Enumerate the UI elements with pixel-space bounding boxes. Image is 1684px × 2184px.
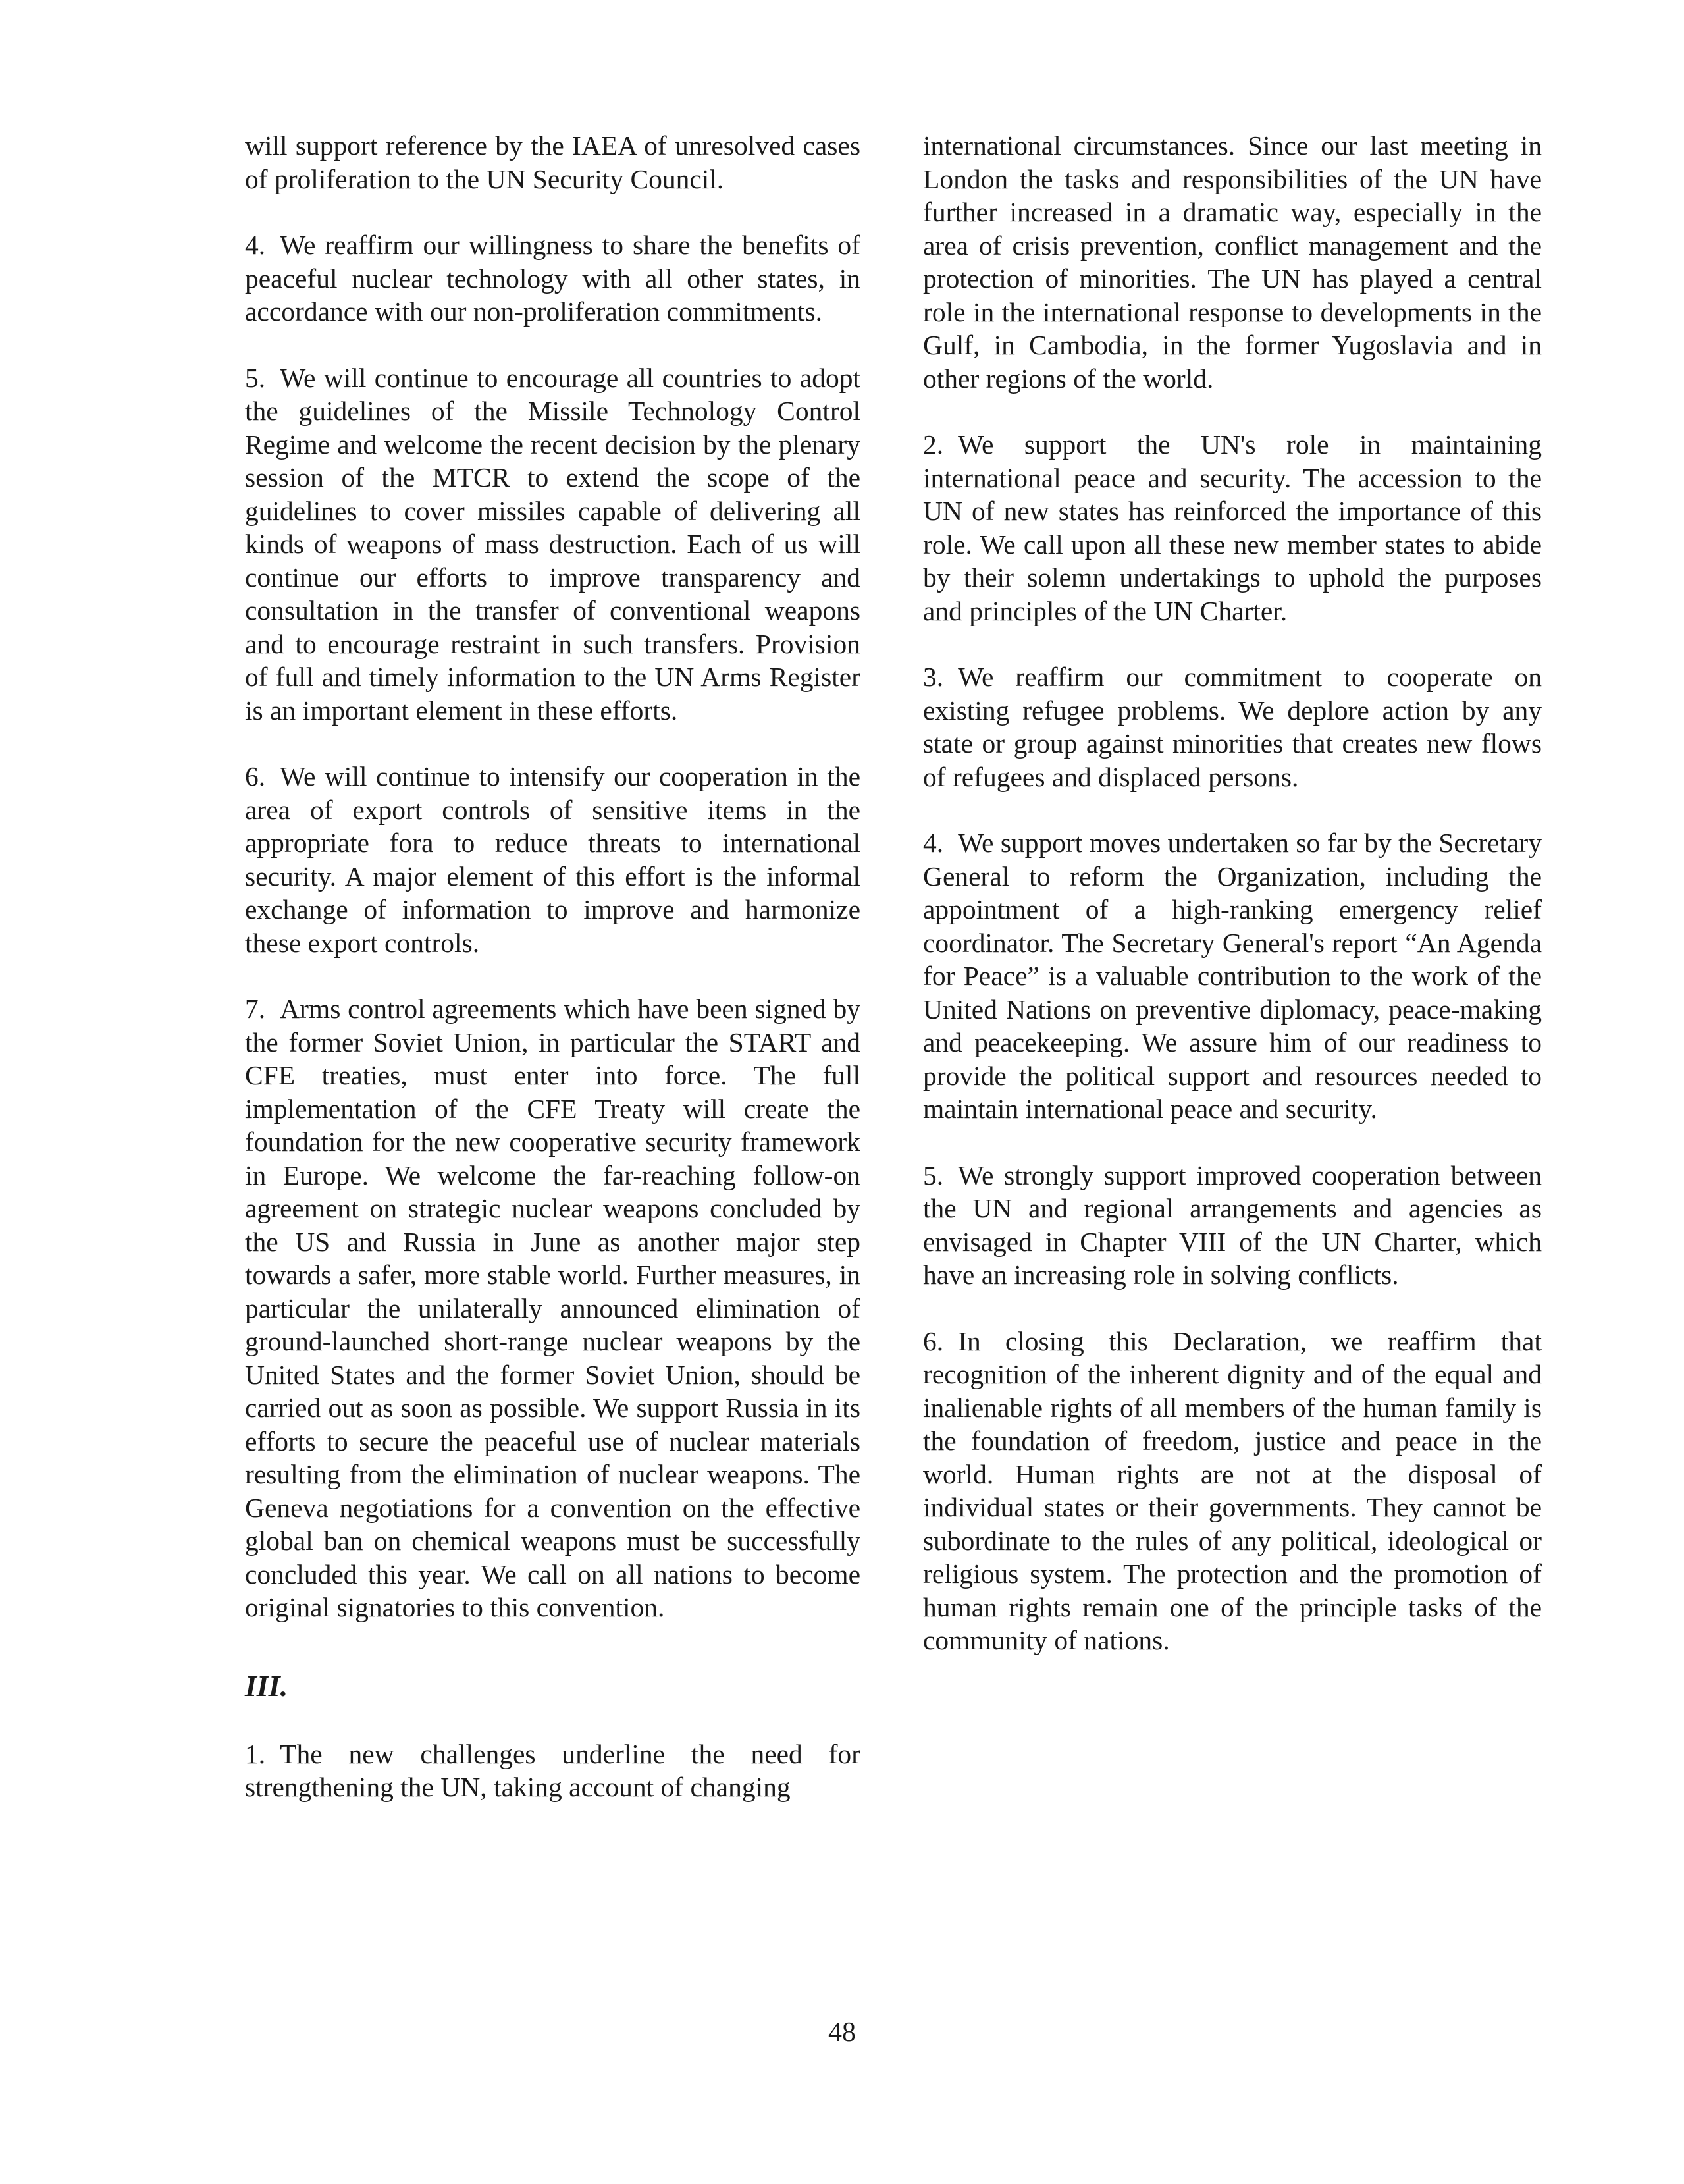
section-heading: III. [245, 1668, 288, 1703]
paragraph-text: We will continue to encourage all countries to adopt the guidelines of the Missile Technology Control Regime and welcome the recent decision by the plenary session of the MTCR to extend the scope of the guidelines to cover missiles capable of delivering all kinds of weapons of mass destruction. Each of us will continue our efforts to improve transparency and consultation in the transfer of conventional weapons and to encourage restraint in such transfers. Provision of full and timely information to the UN Arms Register is an important element in these efforts. [245, 362, 860, 726]
right-column [923, 129, 1542, 1657]
paragraph-text: Arms control agreements which have been signed by the former Soviet Union, in particular the START and CFE treaties, must enter into force. The full implementation of the CFE Treaty will create the foundation for the new cooperative security framework in Europe. We welcome the far-reaching follow-on agreement on strategic nuclear weapons concluded by the US and Russia in June as another major step towards a safer, more stable world. Further measures, in particular the unilaterally announced elimination of ground-launched short-range nuclear weapons by the United States and the former Soviet Union, should be carried out as soon as possible. We support Russia in its efforts to secure the peaceful use of nuclear materials resulting from the elimination of nuclear weapons. The Geneva negotiations for a convention on the effective global ban on chemical weapons must be successfully concluded this year. We call on all nations to become original signatories to this convention. [245, 994, 860, 1622]
paragraph-text: will support reference by the IAEA of unresolved cases of proliferation to the UN Security Council. [245, 130, 860, 194]
paragraph-number: 6. [245, 761, 266, 791]
paragraph-text: The new challenges underline the need for strengthening the UN, taking account of changing [245, 1738, 860, 1802]
paragraph-number: 5. [923, 1159, 944, 1190]
paragraph-text: international circumstances. Since our last meeting in London the tasks and responsibilities of the UN have further increased in a dramatic way, especially in the area of crisis prevention, conflict management and the protection of minorities. The UN has played a central role in the international response to developments in the Gulf, in Cambodia, in the former Yugoslavia and in other regions of the world. [923, 130, 1542, 394]
page-number: 48 [828, 2017, 856, 2048]
paragraph-6 [245, 760, 860, 959]
paragraph-number: 2. [923, 429, 944, 460]
continued-paragraph [245, 129, 860, 196]
section-3-paragraph-1 [245, 1738, 860, 1804]
paragraph-text: In closing this Declaration, we reaffirm that recognition of the inherent dignity and of the equal and inalienable rights of all members of the human family is the foundation of freedom, justice and peace in the world. Human rights are not at the disposal of individual states or their governments. They cannot be subordinate to the rules of any political, ideological or religious system. The protection and the promotion of human rights remain one of the principle tasks of the community of nations. [923, 1325, 1542, 1655]
paragraph-7 [245, 992, 860, 1624]
paragraph-number: 5. [245, 362, 266, 393]
paragraph-number: 4. [245, 230, 266, 260]
paragraph-text: We strongly support improved cooperation between the UN and regional arrangements and agencies as envisaged in Chapter VIII of the UN Charter, which have an increasing role in solving conflicts. [923, 1159, 1542, 1290]
paragraph-4 [245, 228, 860, 329]
paragraph-3 [923, 660, 1542, 793]
paragraph-5 [245, 361, 860, 728]
paragraph-5 [923, 1159, 1542, 1292]
paragraph-text: We support moves undertaken so far by the Secretary General to reform the Organization, including the appointment of a high-ranking emergency relief coordinator. The Secretary General's report “An Agenda for Peace” is a valuable contribution to the work of the United Nations on preventive diplomacy, peace-making and peacekeeping. We assure him of our readiness to provide the political support and resources needed to maintain international peace and security. [923, 828, 1542, 1124]
paragraph-number: 1. [245, 1738, 266, 1769]
paragraph-text: We will continue to intensify our cooperation in the area of export controls of sensitive items in the appropriate fora to reduce threats to international security. A major element of this effort is the informal exchange of information to improve and harmonize these export controls. [245, 761, 860, 958]
paragraph-2 [923, 428, 1542, 627]
paragraph-text: We support the UN's role in maintaining international peace and security. The accession to the UN of new states has reinforced the importance of this role. We call upon all these new member states to abide by their solemn undertakings to uphold the purposes and principles of the UN Charter. [923, 429, 1542, 626]
paragraph-number: 7. [245, 994, 266, 1024]
paragraph-text: We reaffirm our commitment to cooperate on existing refugee problems. We deplore action by any state or group against minorities that creates new flows of refugees and displaced persons. [923, 662, 1542, 792]
left-column [245, 129, 860, 1804]
paragraph-4 [923, 826, 1542, 1126]
paragraph-number: 3. [923, 662, 944, 692]
paragraph-number: 4. [923, 828, 944, 858]
paragraph-number: 6. [923, 1325, 944, 1356]
continued-paragraph [923, 129, 1542, 395]
paragraph-6 [923, 1325, 1542, 1657]
paragraph-text: We reaffirm our willingness to share the benefits of peaceful nuclear technology with all other states, in accordance with our non-proliferation commitments. [245, 230, 860, 327]
